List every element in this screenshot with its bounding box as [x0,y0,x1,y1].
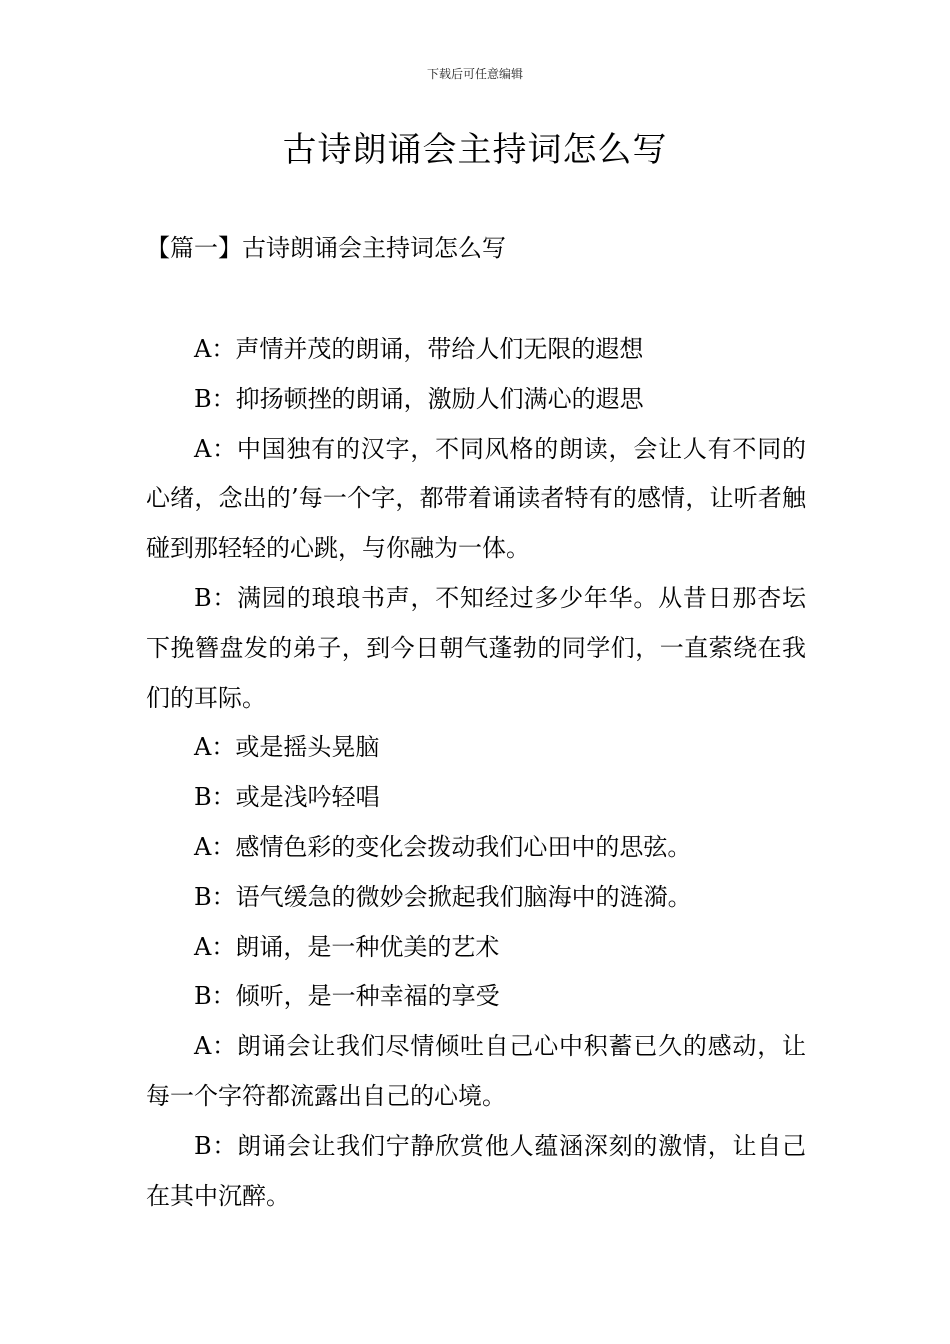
page-title: 古诗朗诵会主持词怎么写 [282,130,668,170]
paragraph: A：中国独有的汉字，不同风格的朗读，会让人有不同的心绪，念出的’每一个字，都带着诵读者特有的感情，让听者触碰到那轻轻的心跳，与你融为一体。 [146,434,806,563]
paragraph: B：抑扬顿挫的朗诵，激励人们满心的遐思 [194,384,644,413]
header-note: 下载后可任意编辑 [426,67,523,81]
paragraph: A：朗诵会让我们尽情倾吐自己心中积蓄已久的感动，让每一个字符都流露出自己的心境。 [146,1032,806,1110]
paragraph: A：或是摇头晃脑 [194,733,380,762]
paragraph: A：朗诵，是一种优美的艺术 [194,932,500,961]
paragraph: B：朗诵会让我们宁静欣赏他人蕴涵深刻的激情，让自己在其中沉醉。 [146,1131,806,1210]
body-text [146,325,806,1221]
paragraph: B：语气缓急的微妙会掀起我们脑海中的涟漪。 [194,882,692,911]
paragraph: B：或是浅吟轻唱 [194,783,380,812]
paragraph: A：声情并茂的朗诵，带给人们无限的遐想 [194,335,644,363]
paragraph: B：满园的琅琅书声，不知经过多少年华。从昔日那杏坛下挽簪盘发的弟子，到今日朝气蓬勃的同学们，一直萦绕在我们的耳际。 [146,583,806,712]
paragraph: B：倾听，是一种幸福的享受 [194,982,500,1011]
paragraph: A：感情色彩的变化会拨动我们心田中的思弦。 [194,832,692,861]
section-heading: 【篇一】古诗朗诵会主持词怎么写 [146,234,506,262]
